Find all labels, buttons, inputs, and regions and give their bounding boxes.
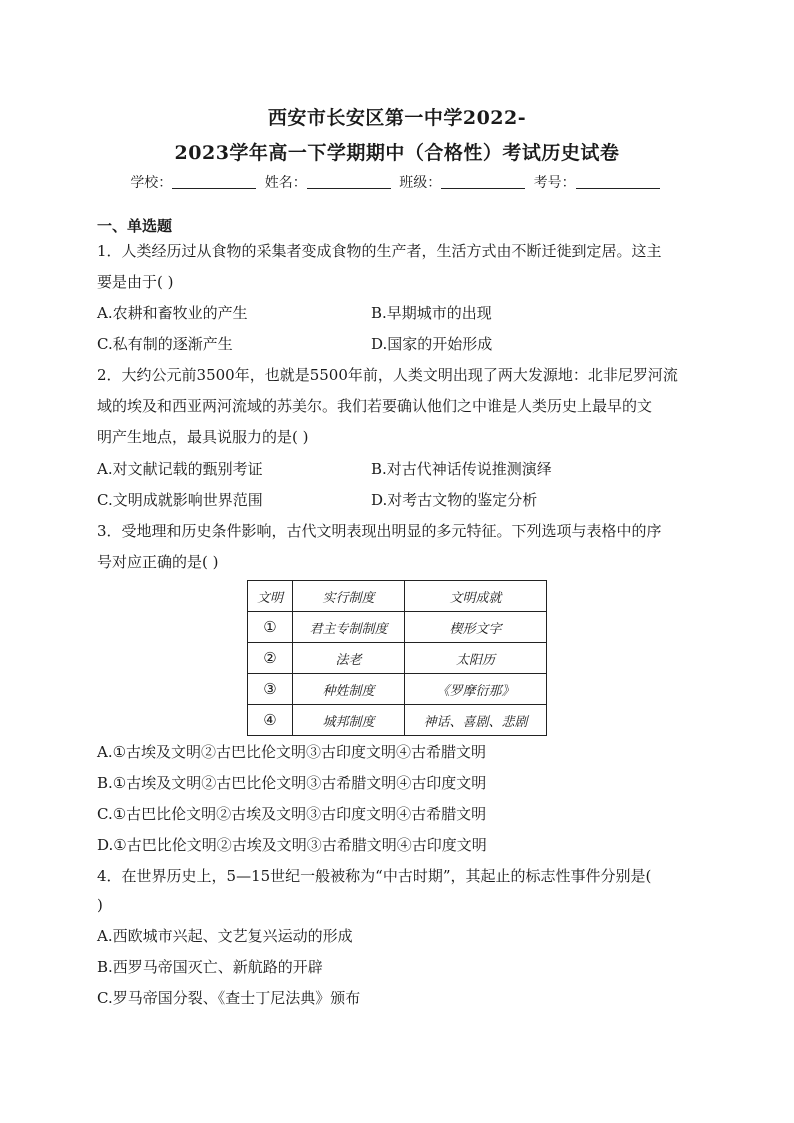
q1-option-c[interactable]: C.私有制的逐渐产生 xyxy=(97,335,233,353)
q3-line: 号对应正确的是( ) xyxy=(97,553,219,571)
table-cell: 法老 xyxy=(293,643,405,674)
student-info-row xyxy=(0,172,794,192)
name-blank[interactable] xyxy=(307,174,391,189)
table-row xyxy=(248,674,547,705)
name-label: 姓名： xyxy=(264,175,307,191)
table-cell: 神话、喜剧、悲剧 xyxy=(405,705,547,736)
table-cell: 种姓制度 xyxy=(293,674,405,705)
q3-option-c[interactable]: C.①古巴比伦文明②古埃及文明③古印度文明④古希腊文明 xyxy=(97,805,487,823)
table-cell: 城邦制度 xyxy=(293,705,405,736)
table-cell: 《罗摩衍那》 xyxy=(405,674,547,705)
q2-option-c[interactable]: C.文明成就影响世界范围 xyxy=(97,491,263,509)
table-cell: ④ xyxy=(248,705,293,736)
table-header-cell: 实行制度 xyxy=(293,581,405,612)
table-header-cell: 文明 xyxy=(248,581,293,612)
q3-line: 3．受地理和历史条件影响，古代文明表现出明显的多元特征。下列选项与表格中的序 xyxy=(97,522,662,540)
table-cell: ① xyxy=(248,612,293,643)
q4-option-a[interactable]: A.西欧城市兴起、文艺复兴运动的形成 xyxy=(97,927,353,945)
q3-option-d[interactable]: D.①古巴比伦文明②古埃及文明③古希腊文明④古印度文明 xyxy=(97,836,487,854)
exam-title-line2: 2023学年高一下学期期中（合格性）考试历史试卷 xyxy=(174,142,620,164)
q1-line: 1．人类经历过从食物的采集者变成食物的生产者，生活方式由不断迁徙到定居。这主 xyxy=(97,242,662,260)
table-header-row xyxy=(248,581,547,612)
q4-line: 4．在世界历史上，5—15世纪一般被称为“中古时期”，其起止的标志性事件分别是( xyxy=(97,867,652,885)
q1-option-b[interactable]: B.早期城市的出现 xyxy=(371,304,492,322)
q2-line: 域的埃及和西亚两河流域的苏美尔。我们若要确认他们之中谁是人类历史上最早的文 xyxy=(97,397,653,415)
table-cell: ③ xyxy=(248,674,293,705)
q2-line: 明产生地点，最具说服力的是( ) xyxy=(97,428,309,446)
table-row xyxy=(248,612,547,643)
class-label: 班级： xyxy=(399,175,442,191)
q2-option-a[interactable]: A.对文献记载的甄别考证 xyxy=(97,460,263,478)
q1-option-d[interactable]: D.国家的开始形成 xyxy=(371,335,493,353)
school-label: 学校： xyxy=(130,175,173,191)
q2-option-d[interactable]: D.对考古文物的鉴定分析 xyxy=(371,491,538,509)
q3-option-b[interactable]: B.①古埃及文明②古巴比伦文明③古希腊文明④古印度文明 xyxy=(97,774,487,792)
q4-option-b[interactable]: B.西罗马帝国灭亡、新航路的开辟 xyxy=(97,958,323,976)
table-row xyxy=(248,705,547,736)
table-cell: 君主专制制度 xyxy=(293,612,405,643)
exam-number-blank[interactable] xyxy=(576,174,660,189)
exam-title-line1: 西安市长安区第一中学2022- xyxy=(267,107,527,129)
school-blank[interactable] xyxy=(172,174,256,189)
table-header-cell: 文明成就 xyxy=(405,581,547,612)
table-cell: 楔形文字 xyxy=(405,612,547,643)
class-blank[interactable] xyxy=(441,174,525,189)
section-title: 一、单选题 xyxy=(97,217,173,235)
q2-option-b[interactable]: B.对古代神话传说推测演绎 xyxy=(371,460,552,478)
q4-option-c[interactable]: C.罗马帝国分裂、《查士丁尼法典》颁布 xyxy=(97,989,361,1007)
q1-line: 要是由于( ) xyxy=(97,273,174,291)
q1-option-a[interactable]: A.农耕和畜牧业的产生 xyxy=(97,304,248,322)
table-cell: ② xyxy=(248,643,293,674)
table-cell: 太阳历 xyxy=(405,643,547,674)
exam-number-label: 考号： xyxy=(533,175,576,191)
q3-option-a[interactable]: A.①古埃及文明②古巴比伦文明③古印度文明④古希腊文明 xyxy=(97,743,487,761)
q2-line: 2．大约公元前3500年，也就是5500年前，人类文明出现了两大发源地：北非尼罗河流 xyxy=(97,366,678,384)
q4-line: ) xyxy=(97,896,103,914)
table-row xyxy=(248,643,547,674)
civilization-table xyxy=(247,580,547,736)
